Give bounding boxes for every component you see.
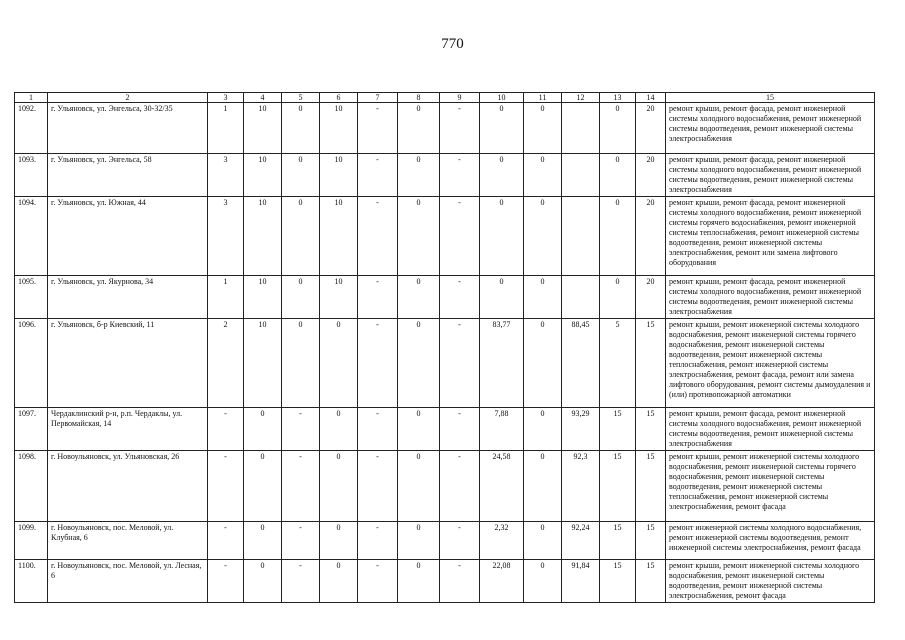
value-cell: 0 bbox=[398, 103, 440, 154]
value-cell: 20 bbox=[636, 154, 666, 197]
value-cell: 22,08 bbox=[480, 560, 524, 603]
value-cell: 0 bbox=[282, 319, 320, 408]
value-cell: 24,58 bbox=[480, 451, 524, 522]
row-number: 1098. bbox=[15, 451, 48, 522]
value-cell: - bbox=[358, 154, 398, 197]
value-cell: - bbox=[208, 408, 244, 451]
column-header: 11 bbox=[524, 93, 562, 103]
column-header: 8 bbox=[398, 93, 440, 103]
value-cell: 5 bbox=[600, 319, 636, 408]
value-cell: - bbox=[440, 522, 480, 560]
value-cell: - bbox=[358, 560, 398, 603]
value-cell: 20 bbox=[636, 103, 666, 154]
address-cell: г. Ульяновск, ул. Энгельса, 58 bbox=[48, 154, 208, 197]
value-cell: - bbox=[358, 522, 398, 560]
value-cell: 0 bbox=[398, 276, 440, 319]
row-number: 1096. bbox=[15, 319, 48, 408]
address-cell: Чердаклинский р-н, р.п. Чердаклы, ул. Первомайская, 14 bbox=[48, 408, 208, 451]
value-cell: - bbox=[282, 560, 320, 603]
value-cell: 2 bbox=[208, 319, 244, 408]
value-cell: 0 bbox=[320, 319, 358, 408]
value-cell: 10 bbox=[320, 103, 358, 154]
value-cell: 92,3 bbox=[562, 451, 600, 522]
value-cell: - bbox=[282, 451, 320, 522]
value-cell: 0 bbox=[282, 103, 320, 154]
table-row bbox=[15, 103, 875, 154]
value-cell: 0 bbox=[398, 197, 440, 276]
value-cell: 0 bbox=[600, 276, 636, 319]
value-cell: 0 bbox=[524, 276, 562, 319]
value-cell: 0 bbox=[398, 522, 440, 560]
value-cell: - bbox=[358, 276, 398, 319]
value-cell: 91,84 bbox=[562, 560, 600, 603]
address-cell: г. Новоульяновск, пос. Меловой, ул. Клубная, 6 bbox=[48, 522, 208, 560]
table-row bbox=[15, 319, 875, 408]
value-cell: - bbox=[358, 103, 398, 154]
table-row bbox=[15, 154, 875, 197]
column-header: 9 bbox=[440, 93, 480, 103]
column-header: 13 bbox=[600, 93, 636, 103]
value-cell: 15 bbox=[600, 408, 636, 451]
value-cell: 20 bbox=[636, 276, 666, 319]
value-cell: - bbox=[282, 408, 320, 451]
value-cell: 0 bbox=[524, 522, 562, 560]
header-row bbox=[15, 93, 875, 103]
value-cell bbox=[562, 103, 600, 154]
value-cell: 0 bbox=[282, 154, 320, 197]
value-cell: 0 bbox=[398, 451, 440, 522]
works-list-cell: ремонт крыши, ремонт инженерной системы холодного водоснабжения, ремонт инженерной системы горячего водоснабжения, ремонт инженерной системы водоотведения, ремонт инженерной системы теплоснабжения, ремонт инженерной системы электроснабжения, ремонт фасада, ремонт или замена лифтового оборудования, ремонт системы дымоудаления и (или) противопожарной автоматики bbox=[666, 319, 875, 408]
value-cell: - bbox=[440, 408, 480, 451]
column-header: 7 bbox=[358, 93, 398, 103]
value-cell: 0 bbox=[398, 408, 440, 451]
works-list-cell: ремонт крыши, ремонт фасада, ремонт инженерной системы холодного водоснабжения, ремонт инженерной системы водоотведения, ремонт инженерной системы электроснабжения bbox=[666, 276, 875, 319]
value-cell: - bbox=[440, 197, 480, 276]
value-cell: 0 bbox=[600, 154, 636, 197]
works-list-cell: ремонт крыши, ремонт инженерной системы холодного водоснабжения, ремонт инженерной системы водоотведения, ремонт инженерной системы электроснабжения, ремонт фасада bbox=[666, 560, 875, 603]
address-cell: г. Ульяновск, б-р Киевский, 11 bbox=[48, 319, 208, 408]
row-number: 1097. bbox=[15, 408, 48, 451]
value-cell: 92,24 bbox=[562, 522, 600, 560]
value-cell: - bbox=[440, 154, 480, 197]
value-cell: - bbox=[440, 103, 480, 154]
page-number: 770 bbox=[441, 36, 464, 52]
row-number: 1095. bbox=[15, 276, 48, 319]
value-cell: 15 bbox=[636, 560, 666, 603]
value-cell: 0 bbox=[398, 560, 440, 603]
value-cell: 0 bbox=[600, 103, 636, 154]
value-cell: 15 bbox=[600, 560, 636, 603]
table-row bbox=[15, 560, 875, 603]
value-cell: 3 bbox=[208, 197, 244, 276]
value-cell: - bbox=[208, 451, 244, 522]
row-number: 1100. bbox=[15, 560, 48, 603]
column-header: 2 bbox=[48, 93, 208, 103]
value-cell: 7,88 bbox=[480, 408, 524, 451]
value-cell: 0 bbox=[480, 276, 524, 319]
value-cell: 0 bbox=[524, 560, 562, 603]
column-header: 4 bbox=[244, 93, 282, 103]
column-header: 10 bbox=[480, 93, 524, 103]
value-cell: 0 bbox=[524, 319, 562, 408]
address-cell: г. Новоульяновск, пос. Меловой, ул. Лесная, 6 bbox=[48, 560, 208, 603]
works-list-cell: ремонт крыши, ремонт фасада, ремонт инженерной системы холодного водоснабжения, ремонт инженерной системы горячего водоснабжения, ремонт инженерной системы теплоснабжения, ремонт инженерной системы водоотведения, ремонт инженерной системы электроснабжения, ремонт или замена лифтового оборудования bbox=[666, 197, 875, 276]
works-list-cell: ремонт крыши, ремонт инженерной системы холодного водоснабжения, ремонт инженерной системы горячего водоснабжения, ремонт инженерной системы водоотведения, ремонт инженерной системы теплоснабжения, ремонт инженерной системы электроснабжения, ремонт фасада bbox=[666, 451, 875, 522]
value-cell: 20 bbox=[636, 197, 666, 276]
value-cell: 0 bbox=[480, 154, 524, 197]
value-cell: 0 bbox=[524, 451, 562, 522]
value-cell: 15 bbox=[636, 408, 666, 451]
table-row bbox=[15, 522, 875, 560]
value-cell: 10 bbox=[320, 154, 358, 197]
column-header: 14 bbox=[636, 93, 666, 103]
row-number: 1092. bbox=[15, 103, 48, 154]
value-cell: - bbox=[208, 522, 244, 560]
value-cell: 10 bbox=[320, 197, 358, 276]
address-cell: г. Ульяновск, ул. Энгельса, 30-32/35 bbox=[48, 103, 208, 154]
value-cell: 15 bbox=[636, 522, 666, 560]
value-cell: - bbox=[440, 319, 480, 408]
works-list-cell: ремонт инженерной системы холодного водоснабжения, ремонт инженерной системы водоотведения, ремонт инженерной системы электроснабжения, ремонт фасада bbox=[666, 522, 875, 560]
column-header: 15 bbox=[666, 93, 875, 103]
value-cell: - bbox=[440, 276, 480, 319]
value-cell: 1 bbox=[208, 276, 244, 319]
works-table bbox=[14, 92, 875, 603]
value-cell: 1 bbox=[208, 103, 244, 154]
works-list-cell: ремонт крыши, ремонт фасада, ремонт инженерной системы холодного водоснабжения, ремонт инженерной системы водоотведения, ремонт инженерной системы электроснабжения bbox=[666, 103, 875, 154]
column-header: 5 bbox=[282, 93, 320, 103]
row-number: 1099. bbox=[15, 522, 48, 560]
value-cell: - bbox=[358, 197, 398, 276]
value-cell: - bbox=[358, 319, 398, 408]
value-cell: 10 bbox=[244, 154, 282, 197]
value-cell: 0 bbox=[244, 522, 282, 560]
value-cell: 2,32 bbox=[480, 522, 524, 560]
value-cell: 10 bbox=[320, 276, 358, 319]
value-cell: 0 bbox=[320, 560, 358, 603]
works-list-cell: ремонт крыши, ремонт фасада, ремонт инженерной системы холодного водоснабжения, ремонт инженерной системы водоотведения, ремонт инженерной системы электроснабжения bbox=[666, 408, 875, 451]
value-cell: 15 bbox=[600, 522, 636, 560]
value-cell: 3 bbox=[208, 154, 244, 197]
works-list-cell: ремонт крыши, ремонт фасада, ремонт инженерной системы холодного водоснабжения, ремонт инженерной системы водоотведения, ремонт инженерной системы электроснабжения bbox=[666, 154, 875, 197]
value-cell: - bbox=[440, 451, 480, 522]
table-row bbox=[15, 197, 875, 276]
value-cell: 10 bbox=[244, 276, 282, 319]
value-cell: 15 bbox=[600, 451, 636, 522]
value-cell: 0 bbox=[282, 197, 320, 276]
value-cell: 10 bbox=[244, 197, 282, 276]
value-cell: 0 bbox=[244, 560, 282, 603]
value-cell: 0 bbox=[320, 522, 358, 560]
value-cell: 0 bbox=[244, 451, 282, 522]
value-cell: 93,29 bbox=[562, 408, 600, 451]
value-cell: 0 bbox=[320, 408, 358, 451]
value-cell bbox=[562, 197, 600, 276]
value-cell: 0 bbox=[320, 451, 358, 522]
value-cell: 0 bbox=[398, 319, 440, 408]
value-cell: 0 bbox=[480, 103, 524, 154]
value-cell: 88,45 bbox=[562, 319, 600, 408]
value-cell: - bbox=[282, 522, 320, 560]
value-cell bbox=[562, 154, 600, 197]
value-cell: 0 bbox=[524, 197, 562, 276]
value-cell: 10 bbox=[244, 103, 282, 154]
value-cell: 0 bbox=[524, 408, 562, 451]
column-header: 12 bbox=[562, 93, 600, 103]
value-cell: 0 bbox=[282, 276, 320, 319]
value-cell: - bbox=[358, 451, 398, 522]
column-header: 1 bbox=[15, 93, 48, 103]
value-cell: 0 bbox=[480, 197, 524, 276]
address-cell: г. Ульяновск, ул. Якурнова, 34 bbox=[48, 276, 208, 319]
value-cell: - bbox=[440, 560, 480, 603]
table-row bbox=[15, 276, 875, 319]
value-cell: 15 bbox=[636, 319, 666, 408]
value-cell: - bbox=[358, 408, 398, 451]
value-cell: 83,77 bbox=[480, 319, 524, 408]
value-cell: 0 bbox=[600, 197, 636, 276]
value-cell: 0 bbox=[524, 103, 562, 154]
value-cell: 15 bbox=[636, 451, 666, 522]
value-cell: - bbox=[208, 560, 244, 603]
row-number: 1094. bbox=[15, 197, 48, 276]
address-cell: г. Ульяновск, ул. Южная, 44 bbox=[48, 197, 208, 276]
value-cell: 0 bbox=[244, 408, 282, 451]
address-cell: г. Новоульяновск, ул. Ульяновская, 26 bbox=[48, 451, 208, 522]
table-row bbox=[15, 451, 875, 522]
column-header: 3 bbox=[208, 93, 244, 103]
value-cell: 0 bbox=[524, 154, 562, 197]
column-header: 6 bbox=[320, 93, 358, 103]
value-cell bbox=[562, 276, 600, 319]
row-number: 1093. bbox=[15, 154, 48, 197]
table-row bbox=[15, 408, 875, 451]
value-cell: 10 bbox=[244, 319, 282, 408]
value-cell: 0 bbox=[398, 154, 440, 197]
